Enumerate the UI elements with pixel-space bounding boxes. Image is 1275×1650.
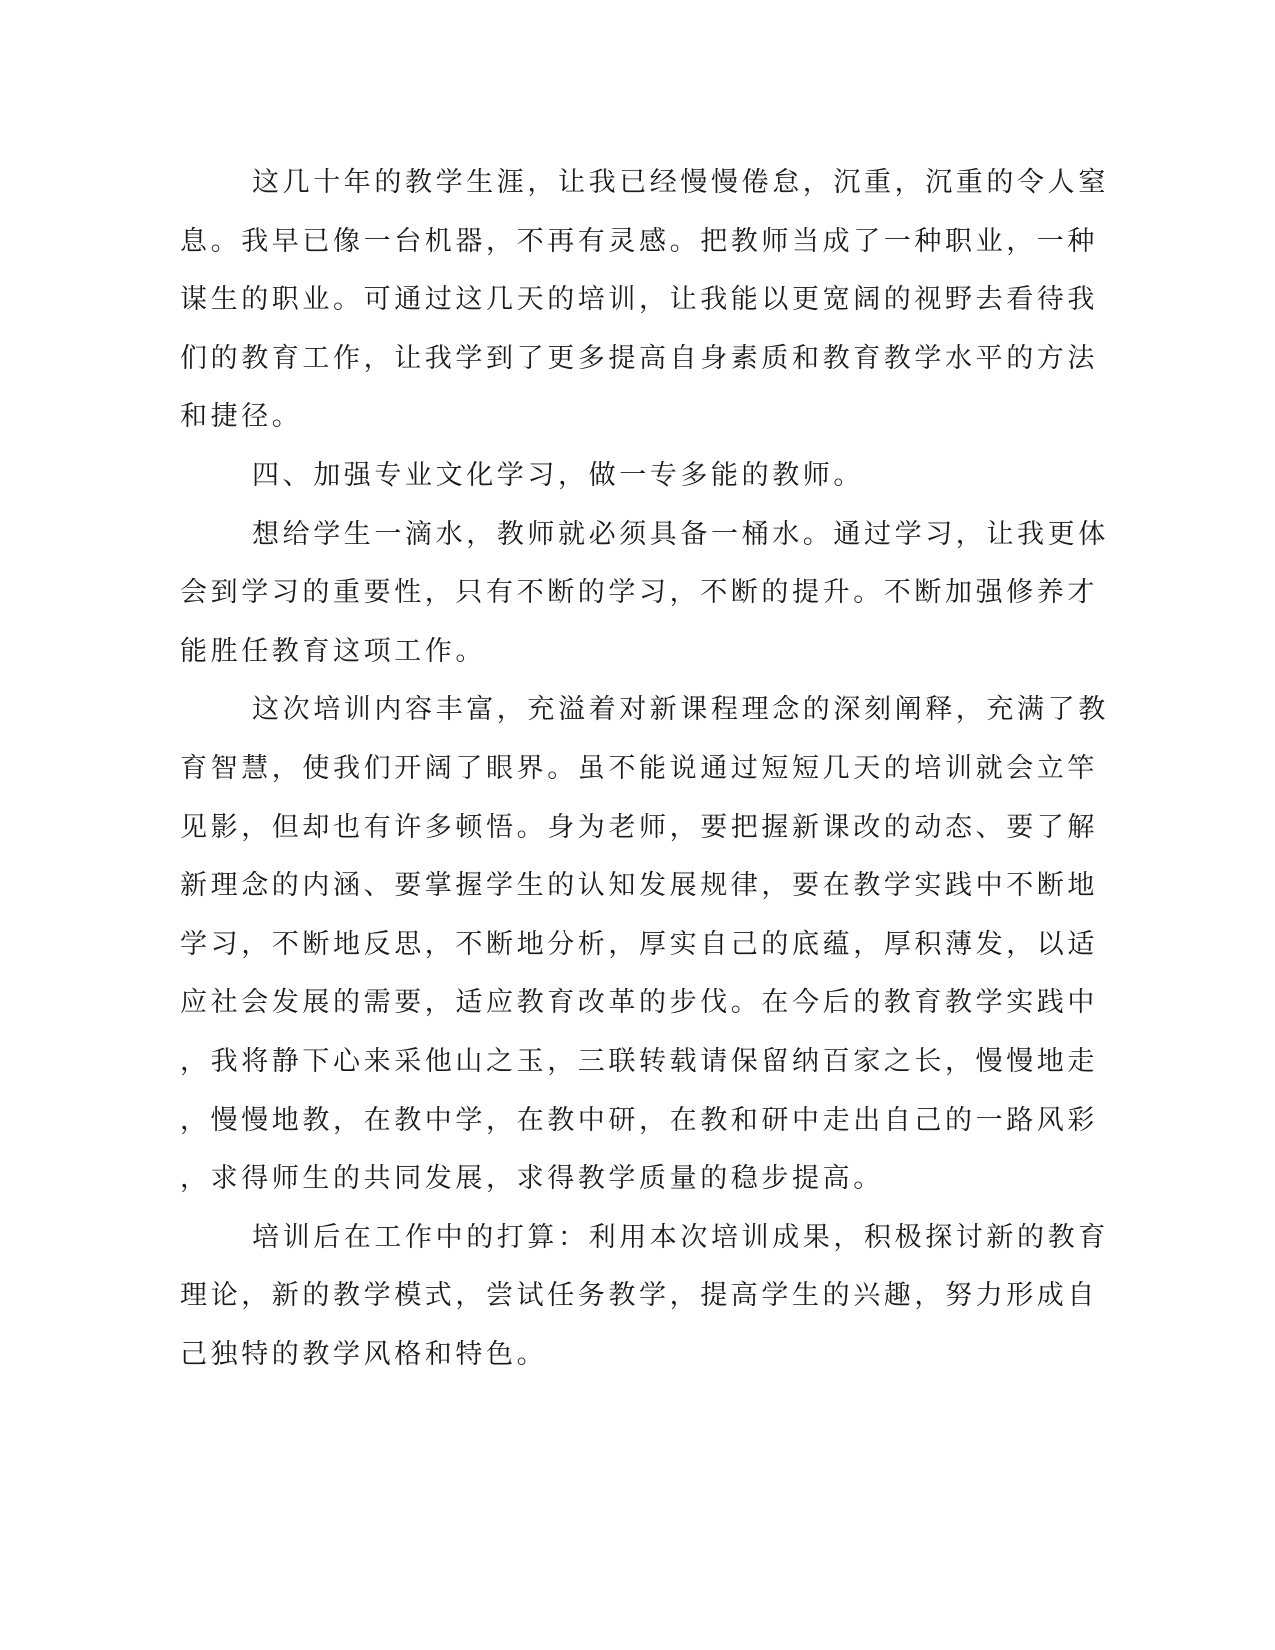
text-line: ，我将静下心来采他山之玉，三联转载请保留纳百家之长，慢慢地走 (180, 1045, 1098, 1077)
text-line: 们的教育工作，让我学到了更多提高自身素质和教育教学水平的方法 (180, 342, 1098, 374)
text-line: 培训后在工作中的打算：利用本次培训成果，积极探讨新的教育 (252, 1221, 1109, 1253)
text-line: 己独特的教学风格和特色。 (180, 1338, 548, 1370)
text-line: 这次培训内容丰富，充溢着对新课程理念的深刻阐释，充满了教 (252, 694, 1109, 726)
text-line: 应社会发展的需要，适应教育改革的步伐。在今后的教育教学实践中 (180, 987, 1098, 1019)
text-line: 会到学习的重要性，只有不断的学习，不断的提升。不断加强修养才 (180, 577, 1098, 609)
text-line: 想给学生一滴水，教师就必须具备一桶水。通过学习，让我更体 (252, 518, 1109, 550)
text-line: 能胜任教育这项工作。 (180, 635, 486, 667)
text-line: ，求得师生的共同发展，求得教学质量的稳步提高。 (180, 1163, 884, 1195)
text-line: 理论，新的教学模式，尝试任务教学，提高学生的兴趣，努力形成自 (180, 1280, 1098, 1312)
text-line: 育智慧，使我们开阔了眼界。虽不能说通过短短几天的培训就会立竿 (180, 752, 1098, 784)
text-line: 谋生的职业。可通过这几天的培训，让我能以更宽阔的视野去看待我 (180, 284, 1098, 316)
text-line: ，慢慢地教，在教中学，在教中研，在教和研中走出自己的一路风彩 (180, 1104, 1098, 1136)
text-line: 见影，但却也有许多顿悟。身为老师，要把握新课改的动态、要了解 (180, 811, 1098, 843)
text-line: 息。我早已像一台机器，不再有灵感。把教师当成了一种职业，一种 (180, 225, 1098, 257)
section-heading: 四、加强专业文化学习，做一专多能的教师。 (252, 459, 864, 491)
text-line: 学习，不断地反思，不断地分析，厚实自己的底蕴，厚积薄发，以适 (180, 928, 1098, 960)
text-line: 新理念的内涵、要掌握学生的认知发展规律，要在教学实践中不断地 (180, 870, 1098, 902)
text-line: 和捷径。 (180, 401, 303, 433)
document-body (180, 154, 1109, 1384)
text-line: 这几十年的教学生涯，让我已经慢慢倦怠，沉重，沉重的令人窒 (252, 167, 1109, 198)
